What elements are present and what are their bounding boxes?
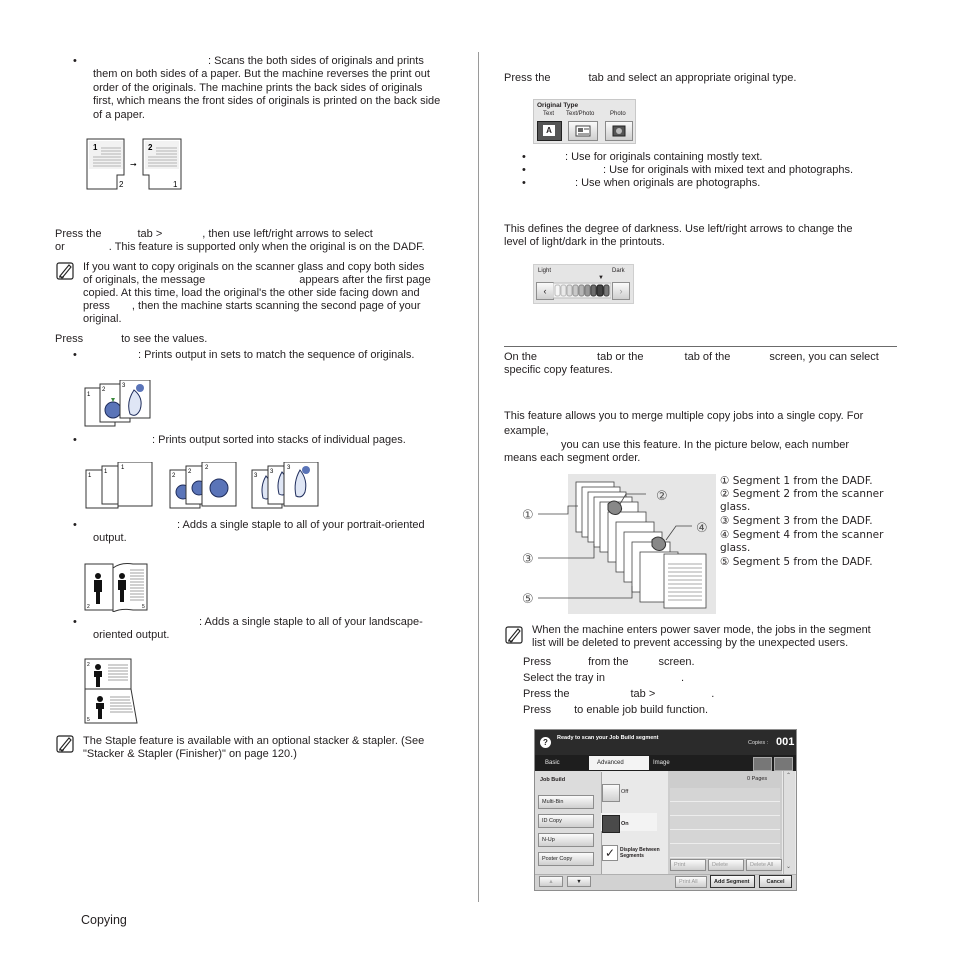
menu-id-copy[interactable]: ID Copy — [538, 814, 594, 828]
page-up-button[interactable]: ▲ — [539, 876, 563, 887]
column-divider — [478, 52, 479, 902]
off-label: Off — [621, 789, 629, 795]
bullet: • — [522, 151, 526, 163]
job-build-segments-illustration — [516, 474, 716, 614]
staple-landscape-line2: oriented output. — [93, 629, 170, 641]
job-status-icon[interactable] — [753, 757, 772, 771]
svg-text:1: 1 — [104, 469, 108, 475]
svg-text:1: 1 — [121, 465, 125, 471]
print-button[interactable]: Print — [670, 859, 706, 871]
delete-button[interactable]: Delete — [708, 859, 744, 871]
job-build-description-line4: means each segment order. — [504, 452, 641, 464]
collate-illustration — [84, 380, 156, 428]
segment-callout-2: ② — [656, 489, 668, 504]
tab-basic[interactable]: Basic — [545, 760, 560, 766]
segment-callout-1: ① — [522, 508, 534, 523]
note-icon — [505, 626, 523, 644]
darkness-right-arrow[interactable]: › — [612, 282, 630, 300]
darkness-description-line1: This defines the degree of darkness. Use left/right arrows to change the — [504, 223, 853, 235]
job-build-screen — [534, 729, 797, 891]
bullet: • — [522, 164, 526, 176]
duplex-illustration — [85, 137, 183, 191]
copies-value: 001 — [776, 736, 795, 748]
photo-icon — [606, 122, 632, 140]
segment-callout-3: ③ — [522, 552, 534, 567]
scroll-down-icon[interactable]: ⌄ — [786, 864, 792, 870]
note1-line2: of originals, the message appears after the first page — [83, 274, 431, 286]
segment-legend-1: ① Segment 1 from the DADF. — [720, 475, 873, 487]
original-textphoto-description: : Use for originals with mixed text and photographs. — [603, 164, 854, 176]
note-icon — [56, 262, 74, 280]
menu-multi-bin[interactable]: Multi-Bin — [538, 795, 594, 809]
print-all-button[interactable]: Print All — [675, 876, 707, 888]
segment-callout-4: ④ — [696, 521, 708, 536]
svg-text:3: 3 — [254, 473, 258, 479]
staple-landscape-illustration — [84, 657, 140, 725]
staple-portrait-illustration — [84, 562, 152, 612]
advanced-intro-line1: On the tab or the tab of the screen, you can select — [504, 351, 879, 363]
bullet: • — [522, 177, 526, 189]
segment-row[interactable] — [670, 802, 780, 816]
original-text-description: : Use for originals containing mostly text. — [565, 151, 763, 163]
stack-3 — [252, 462, 318, 508]
bullet: • — [73, 616, 77, 628]
svg-text:1: 1 — [87, 392, 91, 398]
on-label: On — [621, 821, 629, 827]
note1-line3: copied. At this time, load the original's the other side facing down and — [83, 287, 420, 299]
svg-text:1: 1 — [173, 180, 178, 189]
duplex-reverse-description: : Scans the both sides of originals and prints them on both sides of a paper. But the machine reverses the print out order of the originals. The machine prints the back sides of originals first, which means the front sides of originals is printed on the back side of a paper. — [93, 55, 441, 121]
darkness-slider[interactable] — [553, 282, 611, 300]
staple-portrait-line2: output. — [93, 532, 127, 544]
note2-line1: The Staple feature is available with an optional stacker & stapler. (See — [83, 735, 425, 747]
step-2: Select the tray in . — [523, 672, 684, 684]
segment-legend-2: ② Segment 2 from the scanner glass. — [720, 488, 884, 513]
segment-callout-5: ⑤ — [522, 592, 534, 607]
svg-text:5: 5 — [87, 717, 90, 723]
svg-text:5: 5 — [142, 604, 145, 610]
uncollate-description: : Prints output sorted into stacks of individual pages. — [152, 434, 406, 446]
on-radio[interactable] — [602, 815, 620, 833]
segment-legend-5: ⑤ Segment 5 from the DADF. — [720, 556, 873, 568]
duplex-instruction-line2: or . This feature is supported only when the original is on the DADF. — [55, 241, 425, 253]
svg-text:3: 3 — [122, 383, 126, 389]
segment-row[interactable] — [670, 816, 780, 830]
press-values: Press to see the values. — [55, 333, 208, 345]
page-down-button[interactable]: ▼ — [567, 876, 591, 887]
cancel-button[interactable]: Cancel — [759, 875, 792, 888]
darkness-panel — [533, 264, 634, 304]
step-4: Press to enable job build function. — [523, 704, 709, 716]
bullet: • — [73, 55, 77, 67]
svg-text:2: 2 — [119, 180, 124, 189]
letter-a-icon: A — [543, 125, 555, 136]
indicator-down-icon: ▼ — [598, 275, 604, 281]
stack-1 — [86, 462, 152, 508]
svg-text:2: 2 — [172, 473, 176, 479]
svg-text:2: 2 — [87, 604, 90, 610]
original-type-label-text: Text — [543, 111, 555, 117]
power-saver-note-line1: When the machine enters power saver mode, the jobs in the segment — [532, 624, 871, 636]
bullet: • — [73, 434, 77, 446]
original-type-label-textphoto: Text/Photo — [566, 111, 595, 117]
original-type-panel — [533, 99, 636, 144]
svg-text:1: 1 — [88, 473, 92, 479]
original-photo-description: : Use when originals are photographs. — [575, 177, 761, 189]
collate-description: : Prints output in sets to match the sequence of originals. — [138, 349, 415, 361]
note2-line2: "Stacker & Stapler (Finisher)" on page 120.) — [83, 748, 297, 760]
stack-2 — [170, 462, 236, 508]
power-saver-note-line2: list will be deleted to prevent accessing by the unexpected users. — [532, 637, 849, 649]
staple-portrait-line1: : Adds a single staple to all of your portrait-oriented — [177, 519, 425, 531]
svg-text:2: 2 — [102, 387, 106, 393]
display-between-checkbox[interactable]: ✓ — [602, 845, 618, 861]
job-build-description-line3: you can use this feature. In the picture below, each number — [561, 439, 850, 451]
darkness-light-label: Light — [538, 268, 552, 274]
svg-text:2: 2 — [205, 465, 209, 471]
page-count: 0 Pages — [747, 776, 768, 782]
add-segment-button[interactable]: Add Segment — [710, 875, 755, 888]
svg-text:1: 1 — [93, 143, 98, 152]
darkness-dark-label: Dark — [612, 268, 625, 274]
advanced-intro-line2: specific copy features. — [504, 364, 613, 376]
staple-landscape-line1: : Adds a single staple to all of your landscape- — [199, 616, 423, 628]
scroll-up-icon[interactable]: ⌃ — [786, 773, 792, 779]
step-1: Press from the screen. — [523, 656, 695, 668]
text-photo-icon — [569, 122, 597, 140]
darkness-left-arrow[interactable]: ‹ — [536, 282, 554, 300]
svg-text:2: 2 — [188, 469, 192, 475]
job-build-panel — [535, 771, 796, 890]
home-icon[interactable] — [774, 757, 793, 771]
segment-row[interactable] — [670, 788, 780, 802]
segment-legend-3: ③ Segment 3 from the DADF. — [720, 515, 873, 527]
original-type-textphoto-button[interactable] — [568, 121, 598, 141]
segment-row[interactable] — [670, 844, 780, 858]
help-icon[interactable]: ? — [540, 737, 551, 748]
job-build-description-line2: example, — [504, 425, 549, 437]
svg-text:3: 3 — [270, 469, 274, 475]
menu-poster-copy[interactable]: Poster Copy — [538, 852, 594, 866]
original-type-photo-button[interactable] — [605, 121, 633, 141]
status-message: Ready to scan your Job Build segment — [557, 735, 659, 741]
page-front — [87, 139, 124, 189]
duplex-instruction-line1: Press the tab > , then use left/right arrows to select — [55, 228, 373, 240]
job-build-description-line1: This feature allows you to merge multiple copy jobs into a single copy. For — [504, 410, 864, 422]
svg-text:2: 2 — [148, 143, 153, 152]
off-radio[interactable] — [602, 784, 620, 802]
footer-section-name: Copying — [81, 913, 127, 927]
section-rule — [504, 346, 897, 347]
scrollbar[interactable] — [783, 771, 795, 874]
display-between-label: Display Between Segments — [620, 847, 660, 859]
svg-text:3: 3 — [287, 465, 291, 471]
note-icon — [56, 735, 74, 753]
tab-image[interactable]: Image — [653, 760, 670, 766]
tab-advanced[interactable]: Advanced — [589, 756, 649, 770]
copies-label: Copies : — [748, 740, 769, 746]
page-back — [143, 139, 181, 189]
bullet: • — [73, 519, 77, 531]
note1-line5: original. — [83, 313, 122, 325]
tab-bar — [535, 755, 796, 771]
arrow-right-icon: ➞ — [130, 160, 137, 169]
original-type-text-button[interactable] — [537, 121, 562, 141]
status-bar — [535, 730, 796, 755]
step-3: Press the tab > . — [523, 688, 715, 700]
uncollate-illustration — [84, 462, 324, 510]
original-type-label-photo: Photo — [610, 111, 626, 117]
darkness-description-line2: level of light/dark in the printouts. — [504, 236, 665, 248]
delete-all-button[interactable]: Delete All — [746, 859, 782, 871]
segment-legend-4: ④ Segment 4 from the scanner glass. — [720, 529, 884, 554]
original-type-instruction: Press the tab and select an appropriate original type. — [504, 72, 797, 84]
segment-row[interactable] — [670, 830, 780, 844]
note1-line4: press , then the machine starts scanning the second page of your — [83, 300, 421, 312]
section-title: Job Build — [540, 777, 566, 783]
menu-n-up[interactable]: N-Up — [538, 833, 594, 847]
bullet: • — [73, 349, 77, 361]
svg-text:2: 2 — [87, 662, 90, 668]
original-type-title: Original Type — [537, 102, 579, 109]
note1-line1: If you want to copy originals on the scanner glass and copy both sides — [83, 261, 425, 273]
